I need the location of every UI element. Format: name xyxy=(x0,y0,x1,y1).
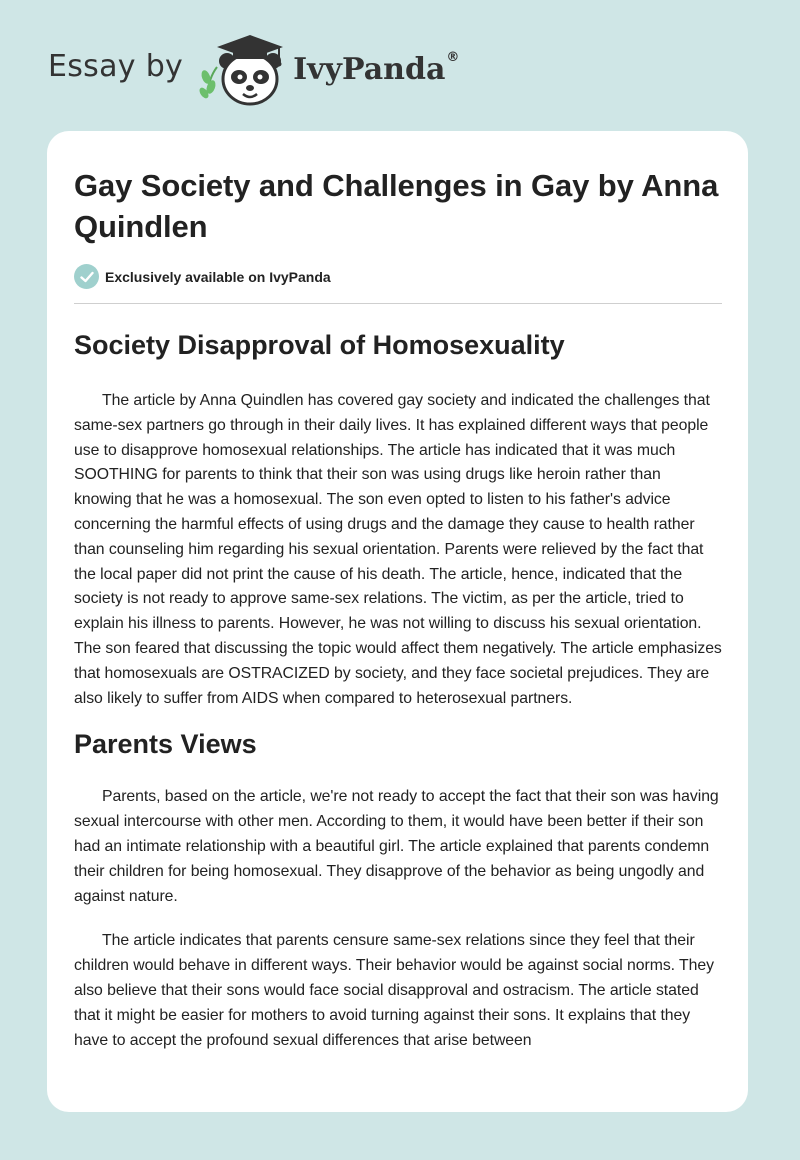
check-circle-icon xyxy=(74,264,99,289)
essay-by-label: Essay by xyxy=(48,48,184,84)
paragraph: The article indicates that parents censure same-sex relations since they feel that their children would behave in different ways. Their behavior would be against social norms. They also believe that their sons would face social disapproval and ostracism. The article stated that it might be easier for mothers to avoid turning against their sons. It explains that they have to accept the profound sexual differences that arise between xyxy=(74,932,714,1049)
section-heading-society-disapproval: Society Disapproval of Homosexuality xyxy=(74,330,565,360)
registered-mark: ® xyxy=(446,49,460,65)
essay-title: Gay Society and Challenges in Gay by Anna Quindlen xyxy=(74,168,719,244)
section-heading-parents-views: Parents Views xyxy=(74,729,257,760)
exclusive-badge xyxy=(74,264,722,304)
paragraph: The article by Anna Quindlen has covered gay society and indicated the challenges that same-sex partners go through in their daily lives. It has explained different ways that people use to disapprove homosexual relationships. The article has indicated that it was much SOOTHING for parents to think that their son was using drugs like heroin rather than knowing that he was a homosexual. The son even opted to listen to his father's advice concerning the harmful effects of using drugs and the damage they cause to health rather than counseling him regarding his sexual orientation. Parents were relieved by the fact that the local paper did not print the cause of his death. The article, hence, indicated that the society is not ready to approve same-sex relations. The victim, as per the article, tried to explain his illness to parents. However, he was not willing to discuss his sexual orientation. The son feared that discussing the topic would affect them negatively. The article emphasizes that homosexuals are OSTRACIZED by society, and they face societal prejudices. They are also likely to suffer from AIDS when compared to heterosexual partners. xyxy=(74,392,722,707)
panda-graduate-logo-icon[interactable] xyxy=(197,31,289,109)
brand-name[interactable]: IvyPanda xyxy=(293,51,446,87)
essay-card xyxy=(47,131,748,1112)
site-header xyxy=(48,30,459,110)
paragraph: Parents, based on the article, we're not ready to accept the fact that their son was having sexual intercourse with other men. According to them, it would have been better if their son had an intimate relationship with a beautiful girl. The article explained that parents condemn their children for being homosexual. They disapprove of the behavior as being ungodly and against nature. xyxy=(74,788,719,905)
exclusive-badge-text: Exclusively available on IvyPanda xyxy=(105,268,331,285)
